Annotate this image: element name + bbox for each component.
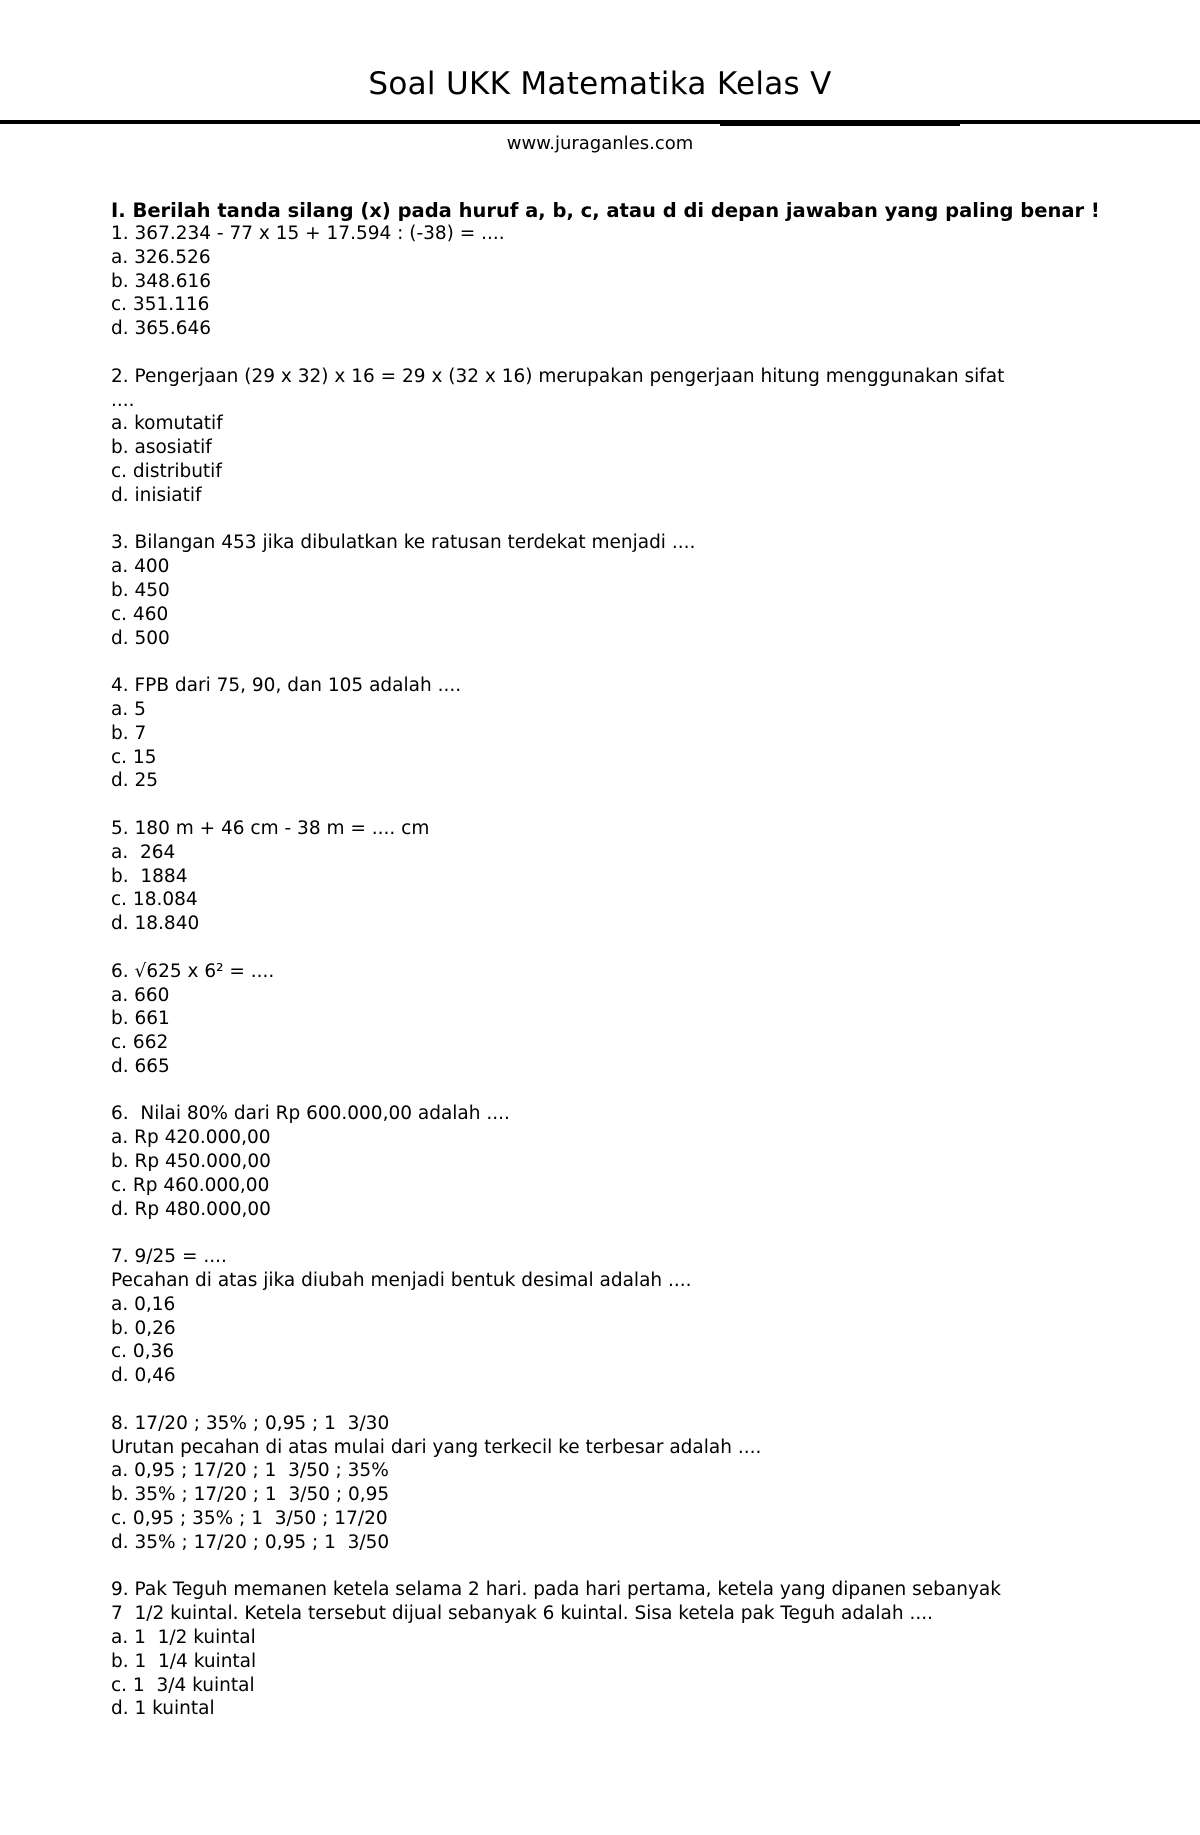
question-text: Urutan pecahan di atas mulai dari yang terkecil ke terbesar adalah .... [111,1436,762,1458]
answer-option: d. 25 [111,770,159,792]
question-5 [111,817,1111,936]
answer-option: a. 1 1/2 kuintal [111,1627,256,1649]
answer-option: d. 35% ; 17/20 ; 0,95 ; 1 3/50 [111,1531,390,1553]
question-2 [111,365,1111,508]
answer-option: c. Rp 460.000,00 [111,1174,270,1196]
answer-option: b. Rp 450.000,00 [111,1151,271,1173]
answer-option: a. 5 [111,698,146,720]
answer-option: d. Rp 480.000,00 [111,1198,271,1220]
question-8 [111,1245,1111,1388]
question-3 [111,531,1111,650]
answer-option: c. 1 3/4 kuintal [111,1674,255,1696]
question-list [111,222,1111,1721]
question-text: 5. 180 m + 46 cm - 38 m = .... cm [111,817,430,839]
answer-option: a. 0,16 [111,1293,176,1315]
answer-option: c. 18.084 [111,889,198,911]
answer-option: a. 264 [111,841,176,863]
question-text: .... [111,389,135,411]
answer-option: d. 500 [111,627,170,649]
answer-option: a. Rp 420.000,00 [111,1127,271,1149]
answer-option: b. 348.616 [111,270,212,292]
title-divider [0,120,1200,124]
answer-option: b. 450 [111,579,170,601]
question-text: 6. Nilai 80% dari Rp 600.000,00 adalah .... [111,1103,510,1125]
question-text: 2. Pengerjaan (29 x 32) x 16 = 29 x (32 x 16) merupakan pengerjaan hitung menggunakan sifat [111,365,1005,387]
answer-option: c. 662 [111,1032,169,1054]
answer-option: c. 0,95 ; 35% ; 1 3/50 ; 17/20 [111,1508,388,1530]
question-text: 8. 17/20 ; 35% ; 0,95 ; 1 3/30 [111,1412,390,1434]
answer-option: d. inisiatif [111,484,202,506]
answer-option: a. 0,95 ; 17/20 ; 1 3/50 ; 35% [111,1460,389,1482]
answer-option: d. 18.840 [111,913,200,935]
answer-option: c. 0,36 [111,1341,175,1363]
question-text: 7. 9/25 = .... [111,1246,227,1268]
document-title: Soal UKK Matematika Kelas V [368,66,832,102]
question-text: 4. FPB dari 75, 90, dan 105 adalah .... [111,675,462,697]
answer-option: c. 460 [111,603,169,625]
question-1 [111,222,1111,341]
answer-option: b. 0,26 [111,1317,176,1339]
section-instruction: I. Berilah tanda silang (x) pada huruf a, b, c, atau d di depan jawaban yang paling benar ! [111,199,1100,222]
question-6 [111,960,1111,1079]
answer-option: b. 1 1/4 kuintal [111,1650,257,1672]
question-text: 1. 367.234 - 77 x 15 + 17.594 : (-38) = .... [111,223,505,244]
question-sheet [111,200,1111,1745]
answer-option: c. distributif [111,460,222,482]
answer-option: d. 365.646 [111,318,212,340]
answer-option: d. 1 kuintal [111,1698,215,1720]
answer-option: b. 661 [111,1008,170,1030]
question-text: 3. Bilangan 453 jika dibulatkan ke ratusan terdekat menjadi .... [111,532,696,554]
question-10 [111,1578,1111,1721]
answer-option: a. 400 [111,556,170,578]
answer-option: a. 660 [111,984,170,1006]
answer-option: b. 1884 [111,865,188,887]
question-9 [111,1412,1111,1555]
title-divider-accent [720,123,960,126]
answer-option: b. 7 [111,722,147,744]
question-text: 6. √625 x 6² = .... [111,960,275,982]
answer-option: c. 351.116 [111,294,210,316]
answer-option: a. komutatif [111,413,223,435]
answer-option: d. 665 [111,1055,170,1077]
question-text: 9. Pak Teguh memanen ketela selama 2 hari. pada hari pertama, ketela yang dipanen sebanyak [111,1579,1001,1601]
question-4 [111,674,1111,793]
answer-option: b. asosiatif [111,437,212,459]
question-text: Pecahan di atas jika diubah menjadi bentuk desimal adalah .... [111,1270,692,1292]
answer-option: d. 0,46 [111,1365,176,1387]
answer-option: c. 15 [111,746,157,768]
website-url: www.juraganles.com [506,133,694,154]
answer-option: b. 35% ; 17/20 ; 1 3/50 ; 0,95 [111,1484,390,1506]
question-7 [111,1102,1111,1221]
answer-option: a. 326.526 [111,246,211,268]
question-text: 7 1/2 kuintal. Ketela tersebut dijual sebanyak 6 kuintal. Sisa ketela pak Teguh adalah .... [111,1603,934,1625]
